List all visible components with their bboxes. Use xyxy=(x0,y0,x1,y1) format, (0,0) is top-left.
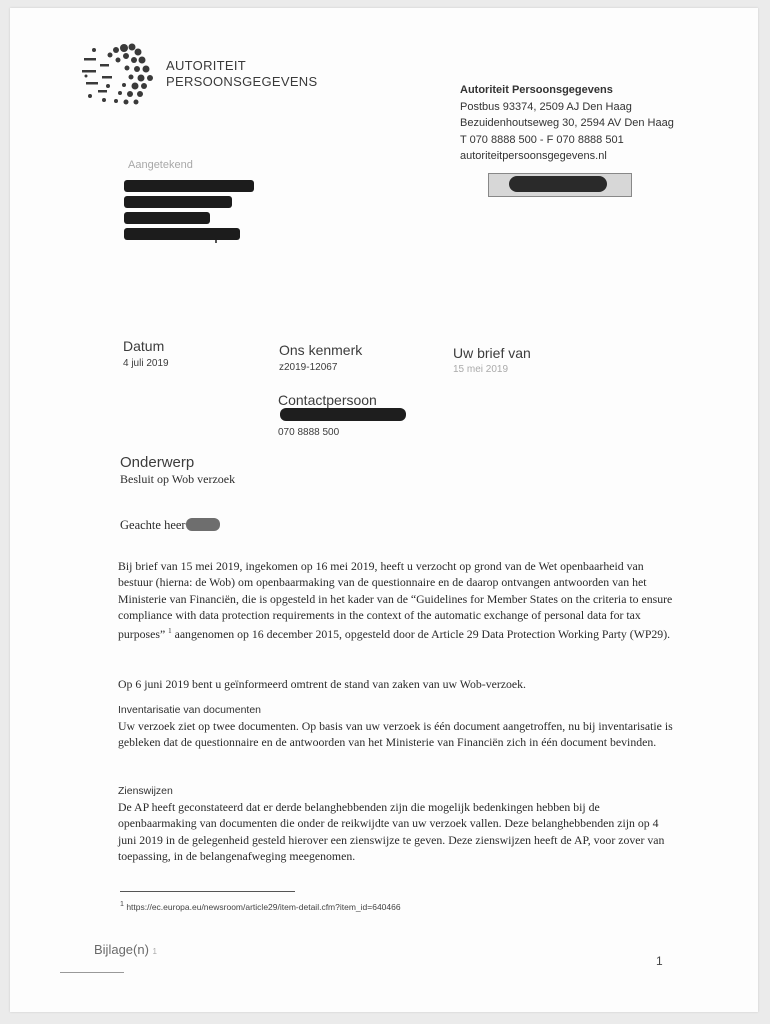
barcode-redaction xyxy=(509,176,607,192)
page-number: 1 xyxy=(656,954,663,968)
paragraph-request xyxy=(118,558,678,642)
section-zienswijzen-heading: Zienswijzen xyxy=(118,785,173,797)
ap-profile-logo-icon xyxy=(80,38,158,108)
kenmerk-label: Ons kenmerk xyxy=(279,342,363,358)
section-inventarisatie xyxy=(118,703,678,751)
sender-address xyxy=(460,82,674,165)
footnote-url: https://ec.europa.eu/newsroom/article29/item-detail.cfm?item_id=640466 xyxy=(126,901,401,912)
sender-street: Bezuidenhoutseweg 30, 2594 AV Den Haag xyxy=(460,117,674,129)
bijlage xyxy=(94,942,157,957)
uw-brief-label: Uw brief van xyxy=(453,345,531,361)
letter-page xyxy=(10,8,758,1012)
recipient-redaction-line-2 xyxy=(124,196,232,208)
section-inventarisatie-text: Uw verzoek ziet op twee documenten. Op basis van uw verzoek is één document aangetroffen, nu bij inventarisatie is gebleken dat de questionnaire en de antwoorden van het Ministerie van Financiën zich in één document bevinden. xyxy=(118,719,673,750)
recipient-redaction-line-3 xyxy=(124,212,210,224)
scan-mark xyxy=(215,240,217,243)
salutation-text: Geachte heer xyxy=(120,518,186,532)
sender-postbus: Postbus 93374, 2509 AJ Den Haag xyxy=(460,100,632,113)
footnote-number: 1 xyxy=(120,900,124,908)
footnote-ref: 1 xyxy=(168,627,172,636)
paragraph-request-text: Bij brief van 15 mei 2019, ingekomen op 16 mei 2019, heeft u verzocht op grond van de Wet openbaarheid van bestuur (hierna: de Wob) om openbaarmaking van de questionnaire en de daarop ontvangen antwoorden van het Ministerie van Financiën, die is opgesteld in het kader van de “Guidelines for Member States on the criteria to ensure compliance with data protection requirements in the context of the automatic exchange of personal data for tax purposes” xyxy=(118,559,673,642)
salutation-name-redaction xyxy=(186,518,220,531)
datum-value: 4 juli 2019 xyxy=(123,358,169,369)
datum-label: Datum xyxy=(123,338,165,354)
section-zienswijzen xyxy=(118,784,678,864)
sender-org: Autoriteit Persoonsgegevens xyxy=(460,84,613,96)
kenmerk-value: z2019-12067 xyxy=(279,362,338,373)
paragraph-status: Op 6 juni 2019 bent u geïnformeerd omtrent de stand van zaken van uw Wob-verzoek. xyxy=(118,677,527,691)
footer-rule xyxy=(60,972,124,973)
contact-name-redaction xyxy=(280,408,406,421)
footnote-rule xyxy=(120,891,295,892)
uw-brief-value: 15 mei 2019 xyxy=(453,364,509,375)
sender-website: autoriteitpersoonsgegevens.nl xyxy=(460,150,607,162)
bijlage-count: 1 xyxy=(152,947,157,956)
salutation xyxy=(120,518,220,533)
logo-line-2: PERSOONSGEGEVENS xyxy=(166,74,318,89)
sender-phone-fax: T 070 8888 500 - F 070 8888 501 xyxy=(460,133,624,146)
contact-label: Contactpersoon xyxy=(278,392,377,408)
bijlage-label: Bijlage(n) xyxy=(94,942,149,957)
footnote xyxy=(120,900,401,912)
aangetekend-label: Aangetekend xyxy=(128,159,193,171)
paragraph-request-text-end: aangenomen op 16 december 2015, opgesteld door de Article 29 Data Protection Working Party (WP29). xyxy=(171,627,671,642)
recipient-redaction-line-4 xyxy=(124,228,240,240)
contact-phone: 070 8888 500 xyxy=(278,427,340,438)
logo-line-1: AUTORITEIT xyxy=(166,58,247,73)
section-inventarisatie-heading: Inventarisatie van documenten xyxy=(118,704,262,716)
subject-value: Besluit op Wob verzoek xyxy=(120,472,236,486)
section-zienswijzen-text: De AP heeft geconstateerd dat er derde belanghebbenden zijn die mogelijk bedenkingen hebben bij de openbaarmaking van documenten die onder de reikwijdte van uw verzoek vallen. Deze belanghebbenden zijn op 4 juni 2019 in de gelegenheid gesteld hierover een zienswijze te geven. Deze zienswijzen heeft de AP, voor zover van toepassing, in de belangenafweging meegenomen. xyxy=(118,800,665,863)
ap-logo-wordmark xyxy=(166,58,317,90)
recipient-redaction-line-1 xyxy=(124,180,254,192)
subject-label: Onderwerp xyxy=(120,454,195,471)
